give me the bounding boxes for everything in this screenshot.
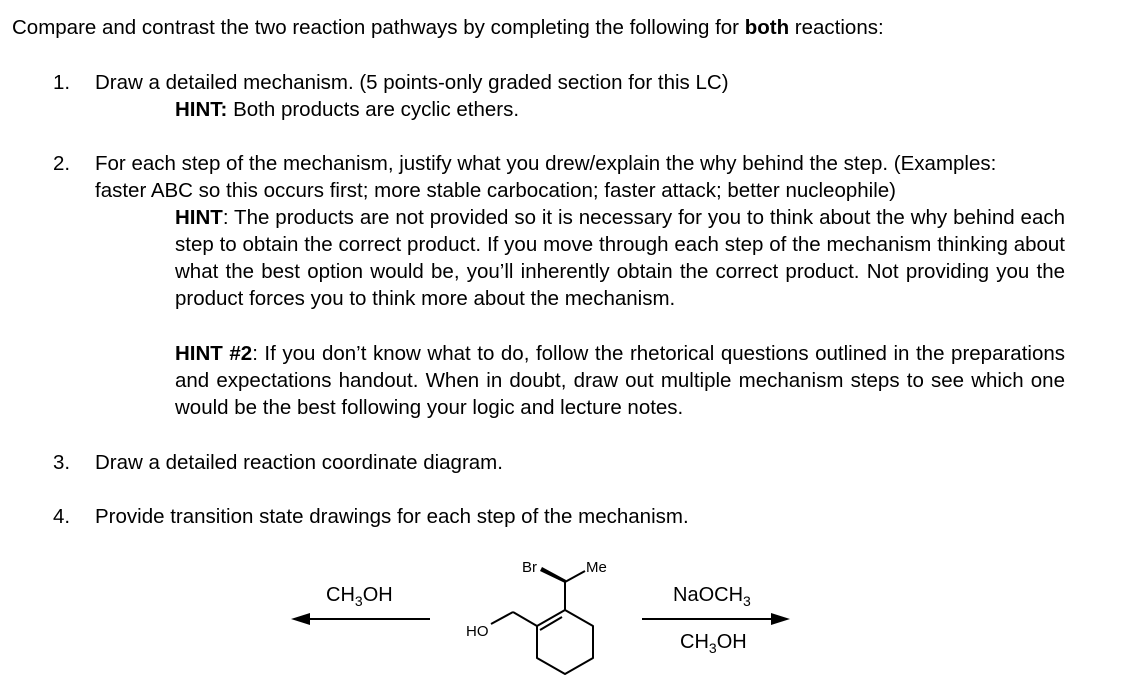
- item-1-hint: [175, 96, 519, 123]
- left-reaction-arrow: [291, 613, 430, 625]
- substrate-molecule: [491, 571, 593, 674]
- item-1-hint-text: Both products are cyclic ethers.: [227, 98, 520, 121]
- right-reaction-arrow: [642, 613, 790, 625]
- item-3-text: Draw a detailed reaction coordinate diagram.: [95, 451, 503, 474]
- intro-bold-word: both: [744, 16, 790, 39]
- item-2-hint: [175, 204, 1065, 312]
- item-4-text: Provide transition state drawings for each step of the mechanism.: [95, 505, 689, 528]
- item-2-number: 2.: [53, 152, 71, 175]
- hydroxyl-label: HO: [466, 623, 489, 640]
- item-2-hint-2: [175, 340, 1065, 421]
- item-3-number: 3.: [53, 451, 71, 474]
- item-1-number: 1.: [53, 71, 71, 94]
- right-arrow-solvent: $CH_3OH$: [680, 631, 747, 656]
- bromine-label: Br: [522, 559, 537, 576]
- item-1-hint-label: HINT:: [175, 98, 228, 121]
- methyl-label: Me: [586, 559, 607, 576]
- left-arrow-reagent: $CH_3OH$: [326, 584, 393, 609]
- bromine-wedge-bond: [540, 567, 566, 583]
- item-2-hint-label: HINT: [175, 206, 223, 229]
- item-2-line-2: faster ABC so this occurs first; more stable carbocation; faster attack; better nucleophile): [95, 179, 897, 202]
- item-2-line-1: For each step of the mechanism, justify what you drew/explain the why behind the step. (Examples:: [95, 152, 997, 175]
- item-2-hint-text: : The products are not provided so it is necessary for you to think about the why behind each step to obtain the correct product. If you move through each step of the mechanism thinking about what the best option would be, you’ll inherently obtain the correct product. Not providing you the product forces you to think more about the mechanism.: [175, 206, 1065, 310]
- right-arrow-reagent: NaOCH$_3$: [673, 584, 751, 609]
- item-4-number: 4.: [53, 505, 71, 528]
- item-1-text: Draw a detailed mechanism. (5 points-only graded section for this LC): [95, 71, 729, 94]
- reaction-scheme: [0, 540, 1124, 700]
- item-2-hint-2-text: : If you don’t know what to do, follow the rhetorical questions outlined in the preparations and expectations handout. When in doubt, draw out multiple mechanism steps to see which one would be the best following your logic and lecture notes.: [175, 342, 1065, 419]
- intro-text-start: Compare and contrast the two reaction pathways by completing the following for: [12, 16, 745, 39]
- intro-text-end: reactions:: [789, 16, 884, 39]
- intro-text: [12, 14, 884, 41]
- item-2-hint-2-label: HINT #2: [175, 342, 253, 365]
